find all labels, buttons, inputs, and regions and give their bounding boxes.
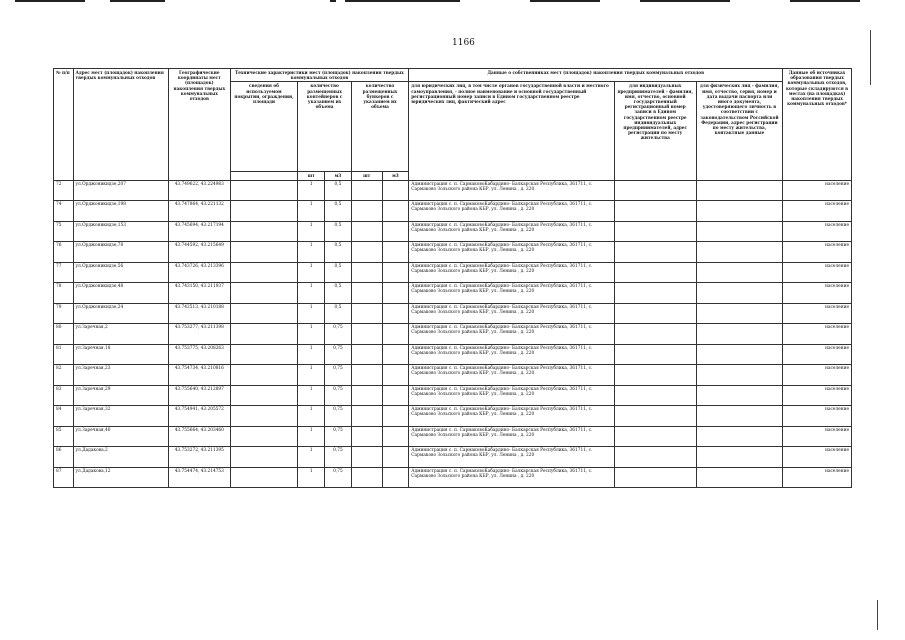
row-bunker-volume xyxy=(382,180,409,201)
row-source: население xyxy=(783,385,852,406)
row-bunker-count xyxy=(351,426,382,447)
header-address: Адрес мест (площадок) накопления твердых коммунальных отходов xyxy=(73,69,169,181)
row-source: население xyxy=(783,303,852,324)
row-owner-legal: Администрация с. п. СармаковоКабардино- Балкарская Республика, 361711, с. Сармаково Зольского района КБР, ул. Ленина , д. 220 xyxy=(409,344,614,365)
row-owner-ip xyxy=(614,365,696,386)
row-bunker-count xyxy=(351,447,382,468)
table-row xyxy=(54,344,852,365)
page-number: 1166 xyxy=(452,38,475,48)
row-number: 85 xyxy=(54,426,74,447)
row-container-count: 1 xyxy=(298,406,325,427)
row-address: ул.Орджоникидзе,153 xyxy=(73,221,169,242)
row-container-volume: 0,75 xyxy=(325,467,352,488)
scan-top-rule xyxy=(530,0,600,2)
row-source: население xyxy=(783,467,852,488)
row-source: население xyxy=(783,365,852,386)
row-coords: 43.754474, 43.214753 xyxy=(169,467,231,488)
row-owner-legal: Администрация с. п. СармаковоКабардино- Балкарская Республика, 361711, с. Сармаково Зольского района КБР, ул. Ленина , д. 220 xyxy=(409,221,614,242)
row-container-count: 1 xyxy=(298,303,325,324)
header-surface: сведения об используемом покрытии, ограждении, площади xyxy=(230,82,298,172)
row-coords: 43.753272, 43.211395 xyxy=(169,447,231,468)
row-surface xyxy=(230,201,298,222)
row-bunker-volume xyxy=(382,344,409,365)
header-bunkers: количество размещенных бункеров с указанием их объема xyxy=(351,82,409,172)
row-source: население xyxy=(783,344,852,365)
row-owner-ip xyxy=(614,283,696,304)
row-bunker-count xyxy=(351,344,382,365)
registry-table xyxy=(53,68,852,488)
row-container-count: 1 xyxy=(298,447,325,468)
table-row xyxy=(54,283,852,304)
row-address: ул.Заречная,40 xyxy=(73,426,169,447)
row-coords: 43.745694, 43.217194 xyxy=(169,221,231,242)
row-owner-phys xyxy=(696,385,782,406)
row-source: население xyxy=(783,324,852,345)
row-bunker-volume xyxy=(382,283,409,304)
row-container-count: 1 xyxy=(298,385,325,406)
scan-top-rule xyxy=(330,0,336,2)
header-sources: Данные об источниках образования твердых коммунальных отходов, которые складируются в местах (на площадках) накопления твердых коммунальных отходов* xyxy=(783,69,852,181)
row-owner-ip xyxy=(614,344,696,365)
row-owner-ip xyxy=(614,262,696,283)
row-coords: 43.755664, 43.203460 xyxy=(169,426,231,447)
row-surface xyxy=(230,467,298,488)
table-row xyxy=(54,365,852,386)
row-bunker-count xyxy=(351,221,382,242)
row-source: население xyxy=(783,180,852,201)
row-coords: 43.754941, 43.205572 xyxy=(169,406,231,427)
row-container-count: 1 xyxy=(298,344,325,365)
row-owner-phys xyxy=(696,262,782,283)
row-owner-phys xyxy=(696,406,782,427)
table-row xyxy=(54,221,852,242)
row-bunker-volume xyxy=(382,467,409,488)
row-bunker-count xyxy=(351,303,382,324)
row-coords: 43.742513, 43.210188 xyxy=(169,303,231,324)
header-ip: для индивидуальных предпринимателей - фамилия, имя, отчество, основной государственный регистрационный номер записи в Едином государственном реестре индивидуальных предпринимателей, адрес регистрации по месту жительства xyxy=(614,82,696,180)
row-owner-legal: Администрация с. п. СармаковоКабардино- Балкарская Республика, 361711, с. Сармаково Зольского района КБР, ул. Ленина , д. 220 xyxy=(409,242,614,263)
row-address: ул.Дадакова,12 xyxy=(73,467,169,488)
scan-top-rule xyxy=(345,0,460,2)
row-source: население xyxy=(783,221,852,242)
scan-top-rule xyxy=(790,0,860,2)
row-bunker-count xyxy=(351,201,382,222)
row-number: 84 xyxy=(54,406,74,427)
row-coords: 43.744592, 43.215649 xyxy=(169,242,231,263)
row-surface xyxy=(230,426,298,447)
row-number: 81 xyxy=(54,344,74,365)
row-source: население xyxy=(783,447,852,468)
table-row xyxy=(54,242,852,263)
row-owner-ip xyxy=(614,426,696,447)
row-bunker-volume xyxy=(382,324,409,345)
row-address: ул.Орджоникидзе,198 xyxy=(73,201,169,222)
row-address: ул.Заречная,2 xyxy=(73,324,169,345)
row-owner-legal: Администрация с. п. СармаковоКабардино- Балкарская Республика, 361711, с. Сармаково Зольского района КБР, ул. Ленина , д. 220 xyxy=(409,283,614,304)
row-source: население xyxy=(783,283,852,304)
row-container-volume: 0,5 xyxy=(325,283,352,304)
row-container-count: 1 xyxy=(298,221,325,242)
header-owner: Данные о собственниках мест (площадок) накопления твердых коммунальных отходов xyxy=(409,69,783,82)
row-container-volume: 0,5 xyxy=(325,262,352,283)
row-owner-phys xyxy=(696,303,782,324)
row-container-volume: 0,75 xyxy=(325,447,352,468)
row-container-volume: 0,5 xyxy=(325,242,352,263)
row-container-volume: 0,5 xyxy=(325,303,352,324)
row-container-count: 1 xyxy=(298,324,325,345)
row-bunker-volume xyxy=(382,201,409,222)
row-number: 77 xyxy=(54,262,74,283)
row-owner-legal: Администрация с. п. СармаковоКабардино- Балкарская Республика, 361711, с. Сармаково Зольского района КБР, ул. Ленина , д. 220 xyxy=(409,324,614,345)
row-source: население xyxy=(783,426,852,447)
row-container-count: 1 xyxy=(298,283,325,304)
row-surface xyxy=(230,406,298,427)
row-owner-phys xyxy=(696,201,782,222)
row-surface xyxy=(230,262,298,283)
row-address: ул.Дадакова,2 xyxy=(73,447,169,468)
row-owner-ip xyxy=(614,180,696,201)
row-surface xyxy=(230,303,298,324)
row-owner-ip xyxy=(614,324,696,345)
table-row xyxy=(54,262,852,283)
row-address: ул.Орджоникидзе,207 xyxy=(73,180,169,201)
row-number: 75 xyxy=(54,221,74,242)
row-coords: 43.753775, 43.208263 xyxy=(169,344,231,365)
row-bunker-count xyxy=(351,180,382,201)
row-source: население xyxy=(783,242,852,263)
table-row xyxy=(54,406,852,427)
row-owner-phys xyxy=(696,283,782,304)
row-container-count: 1 xyxy=(298,262,325,283)
row-container-volume: 0,75 xyxy=(325,344,352,365)
row-container-count: 1 xyxy=(298,242,325,263)
row-surface xyxy=(230,365,298,386)
scan-margin-mark xyxy=(870,30,871,85)
header-phys: для физических лиц - фамилия, имя, отчество, серия, номер и дата выдачи паспорта или иного документа, удостоверяющего личность в соответствии с законодательством Российской Федерации, адрес регистрации по месту жительства, контактные данные xyxy=(696,82,782,180)
row-surface xyxy=(230,221,298,242)
row-surface xyxy=(230,242,298,263)
table-row xyxy=(54,324,852,345)
row-bunker-count xyxy=(351,324,382,345)
row-bunker-count xyxy=(351,365,382,386)
row-owner-phys xyxy=(696,324,782,345)
row-surface xyxy=(230,344,298,365)
row-coords: 43.743150, 43.211937 xyxy=(169,283,231,304)
row-address: ул.Заречная,32 xyxy=(73,406,169,427)
row-bunker-volume xyxy=(382,447,409,468)
header-unit-volume: м3 xyxy=(325,172,352,180)
row-bunker-count xyxy=(351,262,382,283)
row-source: население xyxy=(783,262,852,283)
row-owner-phys xyxy=(696,365,782,386)
row-number: 82 xyxy=(54,365,74,386)
row-bunker-count xyxy=(351,385,382,406)
row-container-count: 1 xyxy=(298,180,325,201)
row-bunker-volume xyxy=(382,303,409,324)
row-container-volume: 0,75 xyxy=(325,385,352,406)
row-number: 87 xyxy=(54,467,74,488)
table-row xyxy=(54,180,852,201)
row-bunker-count xyxy=(351,283,382,304)
row-owner-legal: Администрация с. п. СармаковоКабардино- Балкарская Республика, 361711, с. Сармаково Зольского района КБР, ул. Ленина , д. 220 xyxy=(409,262,614,283)
row-source: население xyxy=(783,201,852,222)
header-tech: Технические характеристики мест (площадок) накопления твердых коммунальных отходов xyxy=(230,69,409,82)
row-owner-phys xyxy=(696,242,782,263)
row-container-volume: 0,75 xyxy=(325,406,352,427)
row-address: ул.Орджоникидзе,48 xyxy=(73,283,169,304)
row-container-count: 1 xyxy=(298,201,325,222)
row-owner-ip xyxy=(614,242,696,263)
row-container-count: 1 xyxy=(298,426,325,447)
scan-top-rule xyxy=(110,0,165,2)
row-owner-phys xyxy=(696,180,782,201)
row-source: население xyxy=(783,406,852,427)
row-coords: 43.753277, 43.211398 xyxy=(169,324,231,345)
row-address: ул.Орджоникидзе,24 xyxy=(73,303,169,324)
row-bunker-volume xyxy=(382,242,409,263)
row-container-volume: 0,75 xyxy=(325,365,352,386)
row-surface xyxy=(230,324,298,345)
row-owner-legal: Администрация с. п. СармаковоКабардино- Балкарская Республика, 361711, с. Сармаково Зольского района КБР, ул. Ленина , д. 220 xyxy=(409,201,614,222)
row-container-count: 1 xyxy=(298,467,325,488)
row-coords: 43.749622, 43.224983 xyxy=(169,180,231,201)
row-owner-legal: Администрация с. п. СармаковоКабардино- Балкарская Республика, 361711, с. Сармаково Зольского района КБР, ул. Ленина , д. 220 xyxy=(409,180,614,201)
row-bunker-count xyxy=(351,406,382,427)
row-bunker-volume xyxy=(382,221,409,242)
row-owner-phys xyxy=(696,426,782,447)
row-owner-legal: Администрация с. п. СармаковоКабардино- Балкарская Республика, 361711, с. Сармаково Зольского района КБР, ул. Ленина , д. 220 xyxy=(409,447,614,468)
row-address: ул.Орджоникидзе,56 xyxy=(73,262,169,283)
header-containers: количество размещенных контейнеров с указанием их объема xyxy=(298,82,351,172)
row-container-volume: 0,75 xyxy=(325,324,352,345)
scan-margin-mark xyxy=(877,600,878,630)
table-row xyxy=(54,201,852,222)
row-owner-legal: Администрация с. п. СармаковоКабардино- Балкарская Республика, 361711, с. Сармаково Зольского района КБР, ул. Ленина , д. 220 xyxy=(409,303,614,324)
row-container-count: 1 xyxy=(298,365,325,386)
row-number: 78 xyxy=(54,283,74,304)
row-owner-legal: Администрация с. п. СармаковоКабардино- Балкарская Республика, 361711, с. Сармаково Зольского района КБР, ул. Ленина , д. 220 xyxy=(409,385,614,406)
row-address: ул.Заречная,23 xyxy=(73,365,169,386)
row-address: ул.Орджоникидзе,78 xyxy=(73,242,169,263)
row-owner-phys xyxy=(696,344,782,365)
row-owner-legal: Администрация с. п. СармаковоКабардино- Балкарская Республика, 361711, с. Сармаково Зольского района КБР, ул. Ленина , д. 220 xyxy=(409,365,614,386)
header-coords: Географические координаты мест (площадок) накопления твердых коммунальных отходов xyxy=(169,69,231,181)
scan-top-rule xyxy=(640,0,730,2)
header-unit-count: шт xyxy=(298,172,325,180)
header-legal: для юридических лиц, в том числе органов государственной власти и местного самоуправления, - полное наименование и основной государственный регистрационный номер записи в Едином государственном реестре юридических лиц, фактический адрес xyxy=(409,82,614,180)
row-owner-phys xyxy=(696,221,782,242)
row-number: 80 xyxy=(54,324,74,345)
row-coords: 43.747864, 43.221132 xyxy=(169,201,231,222)
row-owner-phys xyxy=(696,467,782,488)
table-row xyxy=(54,467,852,488)
table-row xyxy=(54,303,852,324)
row-owner-ip xyxy=(614,201,696,222)
header-unit-volume: м3 xyxy=(382,172,409,180)
row-number: 72 xyxy=(54,180,74,201)
row-bunker-volume xyxy=(382,262,409,283)
row-coords: 43.754734, 43.210816 xyxy=(169,365,231,386)
row-number: 76 xyxy=(54,242,74,263)
row-owner-phys xyxy=(696,447,782,468)
header-unit-count: шт xyxy=(351,172,382,180)
row-bunker-count xyxy=(351,242,382,263)
row-coords: 43.755640, 43.212897 xyxy=(169,385,231,406)
row-surface xyxy=(230,385,298,406)
row-surface xyxy=(230,283,298,304)
row-address: ул.Заречная,18 xyxy=(73,344,169,365)
header-num: № п/п xyxy=(54,69,74,181)
row-bunker-volume xyxy=(382,365,409,386)
row-number: 83 xyxy=(54,385,74,406)
row-bunker-volume xyxy=(382,406,409,427)
row-surface xyxy=(230,180,298,201)
row-owner-ip xyxy=(614,221,696,242)
row-bunker-count xyxy=(351,467,382,488)
row-number: 86 xyxy=(54,447,74,468)
row-owner-legal: Администрация с. п. СармаковоКабардино- Балкарская Республика, 361711, с. Сармаково Зольского района КБР, ул. Ленина , д. 220 xyxy=(409,406,614,427)
row-container-volume: 0,5 xyxy=(325,180,352,201)
row-address: ул.Заречная,29 xyxy=(73,385,169,406)
row-owner-ip xyxy=(614,406,696,427)
row-owner-ip xyxy=(614,467,696,488)
row-owner-legal: Администрация с. п. СармаковоКабардино- Балкарская Республика, 361711, с. Сармаково Зольского района КБР, ул. Ленина , д. 220 xyxy=(409,467,614,488)
row-number: 79 xyxy=(54,303,74,324)
row-container-volume: 0,75 xyxy=(325,426,352,447)
row-owner-ip xyxy=(614,385,696,406)
table-row xyxy=(54,385,852,406)
row-owner-ip xyxy=(614,303,696,324)
row-bunker-volume xyxy=(382,426,409,447)
row-owner-ip xyxy=(614,447,696,468)
header-surface-blank xyxy=(230,172,298,180)
row-number: 74 xyxy=(54,201,74,222)
row-surface xyxy=(230,447,298,468)
table-row xyxy=(54,447,852,468)
table-row xyxy=(54,426,852,447)
row-coords: 43.743726, 43.213396 xyxy=(169,262,231,283)
row-bunker-volume xyxy=(382,385,409,406)
row-container-volume: 0,5 xyxy=(325,201,352,222)
scan-top-rule xyxy=(15,0,85,2)
row-owner-legal: Администрация с. п. СармаковоКабардино- Балкарская Республика, 361711, с. Сармаково Зольского района КБР, ул. Ленина , д. 220 xyxy=(409,426,614,447)
row-container-volume: 0,5 xyxy=(325,221,352,242)
